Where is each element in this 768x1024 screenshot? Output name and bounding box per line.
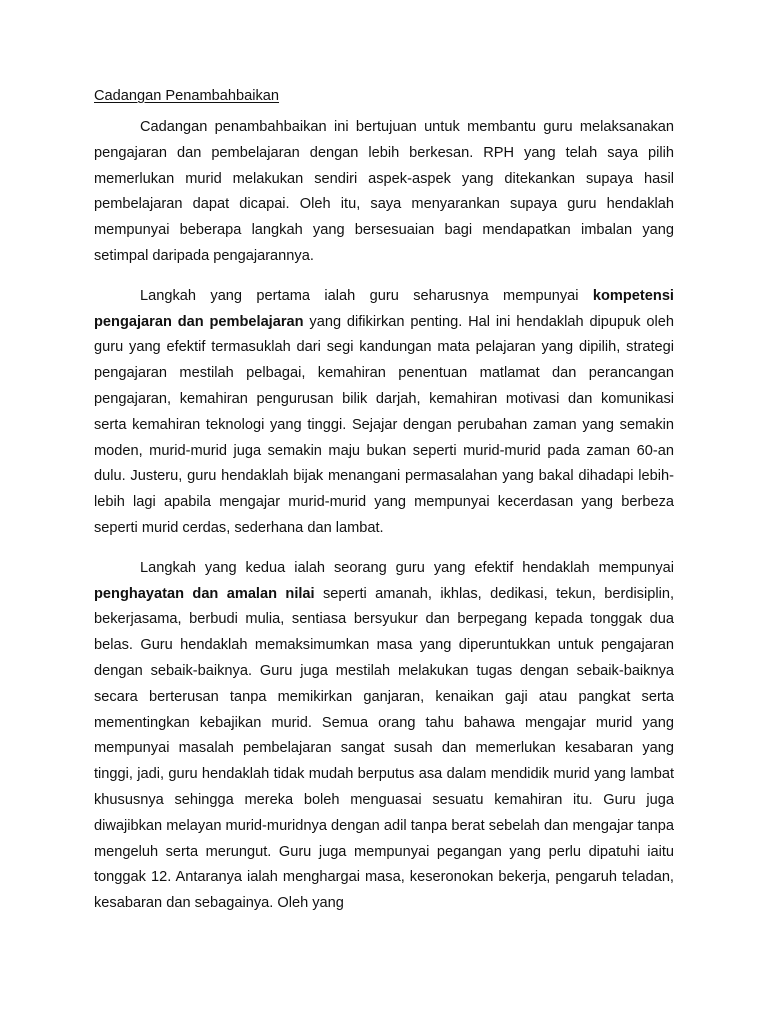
paragraph-bold-phrase: penghayatan dan amalan nilai	[94, 585, 315, 602]
paragraph-text: yang difikirkan penting. Hal ini hendaklah dipupuk oleh guru yang efektif termasuklah dari segi kandungan mata pelajaran yang dipilih, strategi pengajaran mestilah pelbagai, kemahiran penentuan matlamat dan perancangan pengajaran, kemahiran pengurusan bilik darjah, kemahiran motivasi dan komunikasi serta kemahiran teknologi yang tinggi. Sejajar dengan perubahan zaman yang semakin moden, murid-murid juga semakin maju bukan seperti murid-murid pada zaman 60-an dulu. Justeru, guru hendaklah bijak menangani permasalahan yang bakal dihadapi lebih-lebih lagi apabila mengajar murid-murid yang mempunyai kecerdasan yang berbeza seperti murid cerdas, sederhana dan lambat.	[94, 313, 674, 536]
paragraph-intro	[94, 115, 674, 270]
paragraph-text: Langkah yang pertama ialah guru seharusnya mempunyai	[140, 287, 593, 304]
paragraph-step-one	[94, 284, 674, 542]
paragraph-text: seperti amanah, ikhlas, dedikasi, tekun, berdisiplin, bekerjasama, berbudi mulia, sentiasa bersyukur dan berpegang kepada tonggak dua belas. Guru hendaklah memaksimumkan masa yang diperuntukkan untuk pengajaran dengan sebaik-baiknya. Guru juga mestilah melakukan tugas dengan sebaik-baiknya secara berterusan tanpa memikirkan ganjaran, kenaikan gaji atau pangkat serta mementingkan kebajikan murid. Semua orang tahu bahawa mengajar murid yang mempunyai masalah pembelajaran sangat susah dan memerlukan kesabaran yang tinggi, jadi, guru hendaklah tidak mudah berputus asa dalam mendidik murid yang lambat khususnya sehingga mereka boleh menguasai sesuatu kemahiran itu. Guru juga diwajibkan melayan murid-muridnya dengan adil tanpa berat sebelah dan mengajar tanpa mengeluh serta merungut. Guru juga mempunyai pegangan yang perlu dipatuhi iaitu tonggak 12. Antaranya ialah menghargai masa, keseronokan bekerja, pengaruh teladan, kesabaran dan sebagainya. Oleh yang	[94, 585, 674, 912]
document-heading: Cadangan Penambahbaikan	[94, 88, 280, 104]
paragraph-text: Cadangan penambahbaikan ini bertujuan untuk membantu guru melaksanakan pengajaran dan pembelajaran dengan lebih berkesan. RPH yang telah saya pilih memerlukan murid melakukan sendiri aspek-aspek yang ditekankan supaya hasil pembelajaran dapat dicapai. Oleh itu, saya menyarankan supaya guru hendaklah mempunyai beberapa langkah yang bersesuaian bagi mendapatkan imbalan yang setimpal daripada pengajarannya.	[94, 119, 674, 264]
paragraph-text: Langkah yang kedua ialah seorang guru yang efektif hendaklah mempunyai	[140, 559, 674, 576]
paragraph-bold-phrase: kompetensi pengajaran dan pembelajaran	[94, 287, 674, 330]
paragraph-step-two	[94, 556, 674, 917]
